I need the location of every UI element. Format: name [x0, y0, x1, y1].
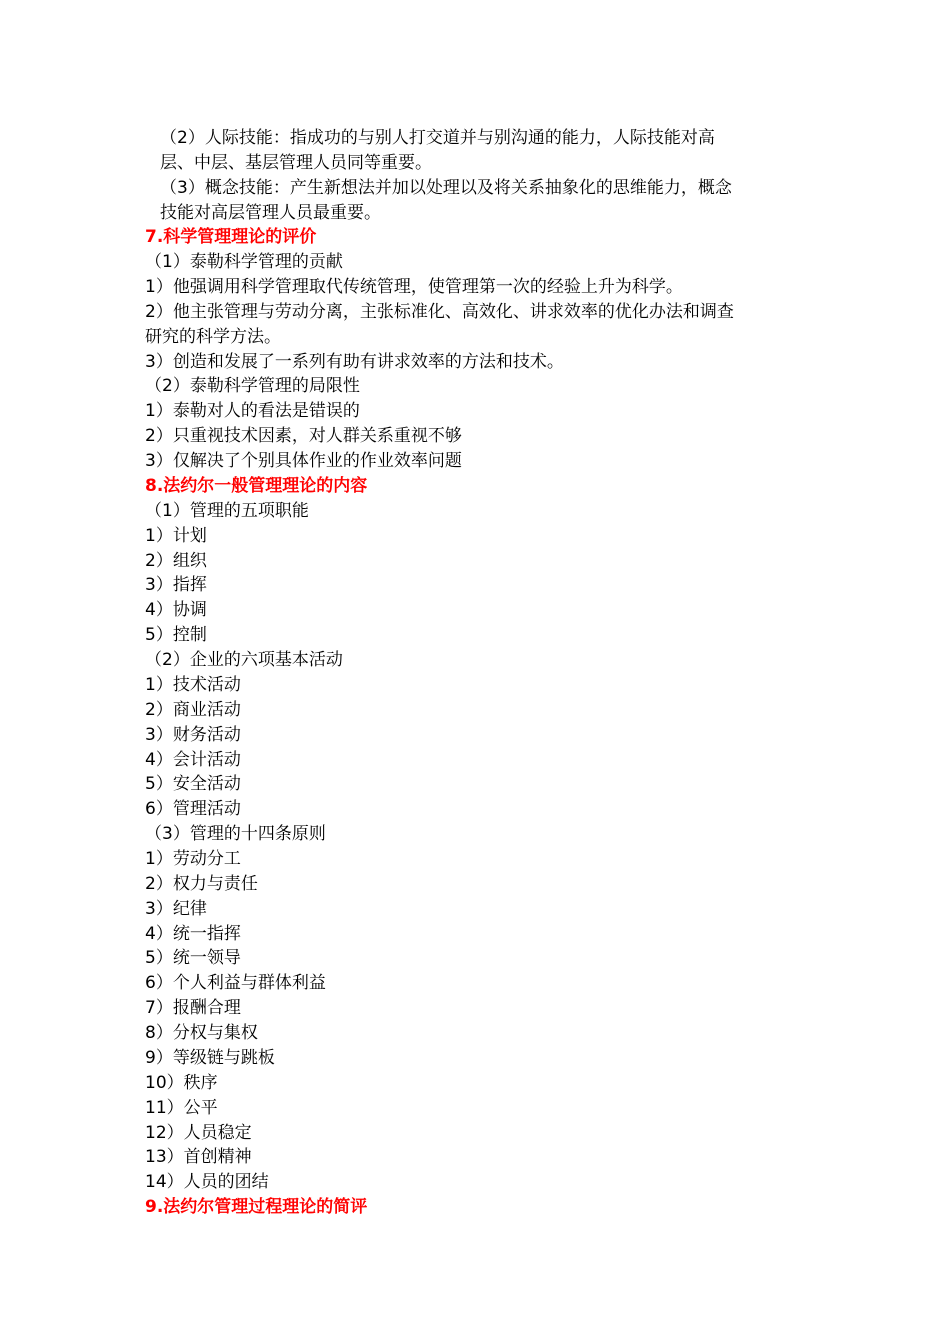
list-item: 14）人员的团结 [145, 1172, 269, 1192]
section8-sub2: （2）企业的六项基本活动 [145, 650, 343, 670]
list-item: 2）只重视技术因素，对人群关系重视不够 [145, 426, 462, 446]
list-item: 6）个人利益与群体利益 [145, 973, 326, 993]
section8-sub3: （3）管理的十四条原则 [145, 824, 326, 844]
section9-heading: 9.法约尔管理过程理论的简评 [145, 1197, 368, 1217]
section7-item1: 1）他强调用科学管理取代传统管理，使管理第一次的经验上升为科学。 [145, 277, 683, 297]
section7-sub1: （1）泰勒科学管理的贡献 [145, 252, 343, 272]
section8-heading: 8.法约尔一般管理理论的内容 [145, 476, 368, 496]
list-item: 11）公平 [145, 1098, 218, 1118]
skill3-line2: 技能对高层管理人员最重要。 [160, 203, 381, 223]
section7-sub2: （2）泰勒科学管理的局限性 [145, 376, 360, 396]
list-item: 4）统一指挥 [145, 924, 241, 944]
list-item: 1）泰勒对人的看法是错误的 [145, 401, 360, 421]
list-item: 2）权力与责任 [145, 874, 258, 894]
list-item: 4）协调 [145, 600, 207, 620]
list-item: 5）安全活动 [145, 774, 241, 794]
list-item: 4）会计活动 [145, 750, 241, 770]
list-item: 5）控制 [145, 625, 207, 645]
list-item: 2）商业活动 [145, 700, 241, 720]
list-item: 5）统一领导 [145, 948, 241, 968]
list-item: 3）指挥 [145, 575, 207, 595]
list-item: 2）组织 [145, 551, 207, 571]
list-item: 1）技术活动 [145, 675, 241, 695]
section7-item3: 3）创造和发展了一系列有助有讲求效率的方法和技术。 [145, 352, 564, 372]
skill3-line1: （3）概念技能：产生新想法并加以处理以及将关系抽象化的思维能力，概念 [160, 178, 732, 198]
list-item: 1）劳动分工 [145, 849, 241, 869]
list-item: 3）财务活动 [145, 725, 241, 745]
section7-heading: 7.科学管理理论的评价 [145, 227, 317, 247]
skill2-line2: 层、中层、基层管理人员同等重要。 [160, 153, 432, 173]
list-item: 7）报酬合理 [145, 998, 241, 1018]
list-item: 12）人员稳定 [145, 1123, 252, 1143]
list-item: 6）管理活动 [145, 799, 241, 819]
list-item: 3）纪律 [145, 899, 207, 919]
section7-item2-line1: 2）他主张管理与劳动分离，主张标准化、高效化、讲求效率的优化办法和调查 [145, 302, 734, 322]
skill2-line1: （2）人际技能：指成功的与别人打交道并与别沟通的能力，人际技能对高 [160, 128, 715, 148]
list-item: 10）秩序 [145, 1073, 218, 1093]
list-item: 13）首创精神 [145, 1147, 252, 1167]
list-item: 3）仅解决了个别具体作业的作业效率问题 [145, 451, 462, 471]
list-item: 8）分权与集权 [145, 1023, 258, 1043]
list-item: 9）等级链与跳板 [145, 1048, 275, 1068]
section8-sub1: （1）管理的五项职能 [145, 501, 309, 521]
list-item: 1）计划 [145, 526, 207, 546]
section7-item2-line2: 研究的科学方法。 [145, 327, 281, 347]
